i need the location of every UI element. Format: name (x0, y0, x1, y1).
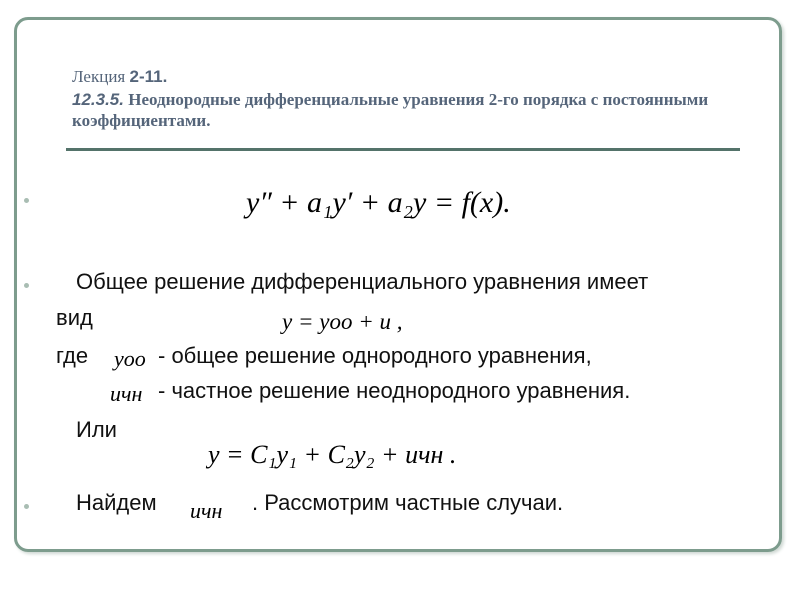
expanded-equation-text: y = C₁y₁ + C₂y₂ + uчн . (208, 440, 457, 469)
u-chn-text: uчн (110, 381, 143, 406)
expanded-equation (208, 440, 456, 470)
title-divider (66, 148, 740, 151)
u-chn-symbol (110, 381, 142, 407)
lecture-line (72, 66, 752, 88)
form-label: вид (56, 305, 93, 330)
y-oo-text: yоо (114, 346, 146, 371)
find-label: Найдем (76, 490, 157, 515)
section-code: 12.3.5. (72, 90, 124, 109)
u-chn-symbol-2 (190, 498, 222, 524)
bullet-dot (24, 504, 29, 509)
y-oo-symbol (114, 346, 146, 372)
bullet-dot (24, 283, 29, 288)
u-chn-text-2: uчн (190, 498, 223, 523)
slide-title (72, 66, 752, 131)
section-heading (72, 89, 752, 131)
u-chn-description: - частное решение неоднородного уравнения. (158, 378, 631, 403)
general-solution-text: Общее решение дифференциального уравнения имеет (76, 269, 649, 294)
where-label: где (56, 343, 89, 368)
lecture-number: 2-11. (129, 67, 168, 86)
main-equation (246, 186, 511, 220)
section-title: Неоднородные дифференциальные уравнения 2-го порядка с постоянными коэффициентами. (72, 90, 709, 130)
find-description: . Рассмотрим частные случаи. (252, 490, 564, 515)
or-label: Или (76, 417, 117, 442)
lecture-prefix: Лекция (72, 67, 130, 86)
bullet-dot (24, 198, 29, 203)
general-form-equation (282, 309, 402, 335)
general-form-text: y = yоо + u , (282, 309, 403, 334)
main-equation-text: y″ + a₁y′ + a₂y = f(x). (246, 186, 511, 219)
y-oo-description: - общее решение однородного уравнения, (158, 343, 592, 368)
